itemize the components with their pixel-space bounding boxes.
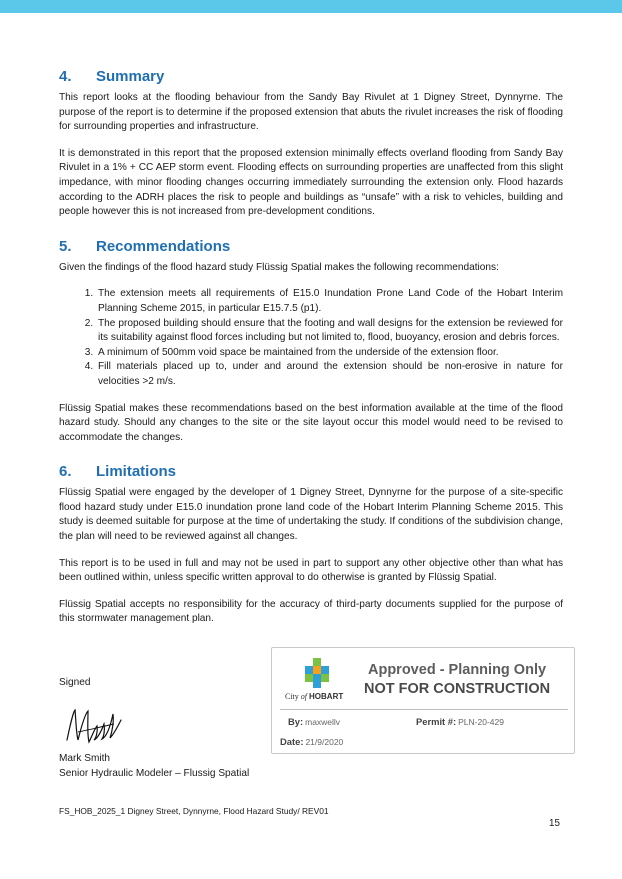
recommendations-intro: Given the findings of the flood hazard study Flüssig Spatial makes the following recommendations:: [59, 261, 499, 273]
signed-label: Signed: [59, 677, 91, 688]
page-number: 15: [549, 818, 560, 829]
signer-role: Senior Hydraulic Modeler – Flussig Spatial: [59, 767, 250, 779]
list-item: 3. A minimum of 500mm void space be maintained from the underside of the extension floor.: [96, 346, 563, 361]
stamp-by-field: By: maxwellv: [288, 716, 341, 727]
recommendations-list: [59, 287, 563, 389]
stamp-date-field: Date: 21/9/2020: [280, 736, 344, 747]
stamp-permit-field: Permit #: PLN-20-429: [416, 716, 504, 727]
city-logo-text: City of HOBART: [285, 692, 344, 701]
section-title: Recommendations: [96, 237, 231, 255]
signer-name: Mark Smith: [59, 753, 111, 764]
signer-block: [59, 752, 249, 781]
section-heading-limitations: [59, 463, 563, 480]
section-number: 6.: [59, 463, 72, 481]
section-number: 5.: [59, 237, 72, 255]
list-item: 1. The extension meets all requirements of E15.0 Inundation Prone Land Code of the Hobart Interim Planning Scheme 2015, in particular E15.7.5 (p1).: [96, 287, 563, 316]
top-accent-bar: [0, 0, 622, 13]
section-title: Limitations: [96, 463, 177, 481]
stamp-not-for-construction-text: NOT FOR CONSTRUCTION: [364, 681, 551, 697]
section-heading-recommendations: [59, 238, 563, 255]
stamp-divider: [280, 709, 568, 710]
limitations-paragraph: This report is to be used in full and may not be used in part to support any other objective other than what has been outlined within, unless specific written approval to do otherwise is granted by Flüssig Spatial.: [59, 557, 563, 584]
section-title: Summary: [96, 68, 165, 85]
section-number: 4.: [59, 68, 72, 85]
document-reference: FS_HOB_2025_1 Digney Street, Dynnyrne, Flood Hazard Study/ REV01: [59, 806, 329, 816]
recommendations-closing: Flüssig Spatial makes these recommendations based on the best information available at the time of the flood hazard study. Should any changes to the site or the site layout occur this model would need to be revised to accommodate the changes.: [59, 402, 563, 443]
signature-image: [64, 706, 124, 748]
summary-paragraph: This report looks at the flooding behaviour from the Sandy Bay Rivulet at 1 Digney Street, Dynnyrne. The purpose of the report is to determine if the proposed extension that abuts the rivulet increases the risk of flooding for surrounding properties and infrastructure.: [59, 92, 563, 133]
limitations-paragraph: Flüssig Spatial were engaged by the developer of 1 Digney Street, Dynnyrne for the purpose of a site-specific flood hazard study under E15.0 inundation prone land code of the Hobart Interim Planning Scheme 2015. This study is deemed suitable for purpose at the time of undertaking the study. If conditions of the subdivision change, the plan will need to be reviewed against all changes.: [59, 487, 563, 543]
stamp-approved-text: Approved - Planning Only: [368, 662, 547, 678]
list-item: 4. Fill materials placed up to, under and around the extension should be non-erosive in nature for velocities >2 m/s.: [96, 360, 563, 389]
section-heading-summary: [59, 68, 563, 85]
summary-paragraph: It is demonstrated in this report that the proposed extension minimally effects overland flooding from Sandy Bay Rivulet in a 1% + CC AEP storm event. Flooding effects on surrounding properties are unaffected from this slight impedance, with minor flooding changes occurring immediately surrounding the extension only. Flood hazards according to the ADRH places the risk to people and buildings as “unsafe” with a risk to vehicles, building and people however this is not increased from pre-development conditions.: [59, 147, 563, 218]
list-item: 2. The proposed building should ensure that the footing and wall designs for the extension be reviewed for its suitability against flood forces including but not limited to, flood, buoyancy, erosion and debris forces.: [96, 317, 563, 346]
report-body: [59, 68, 563, 639]
approval-stamp: [271, 647, 575, 754]
limitations-paragraph: Flüssig Spatial accepts no responsibility for the accuracy of third-party documents supplied for the purpose of this stormwater management plan.: [59, 598, 563, 625]
